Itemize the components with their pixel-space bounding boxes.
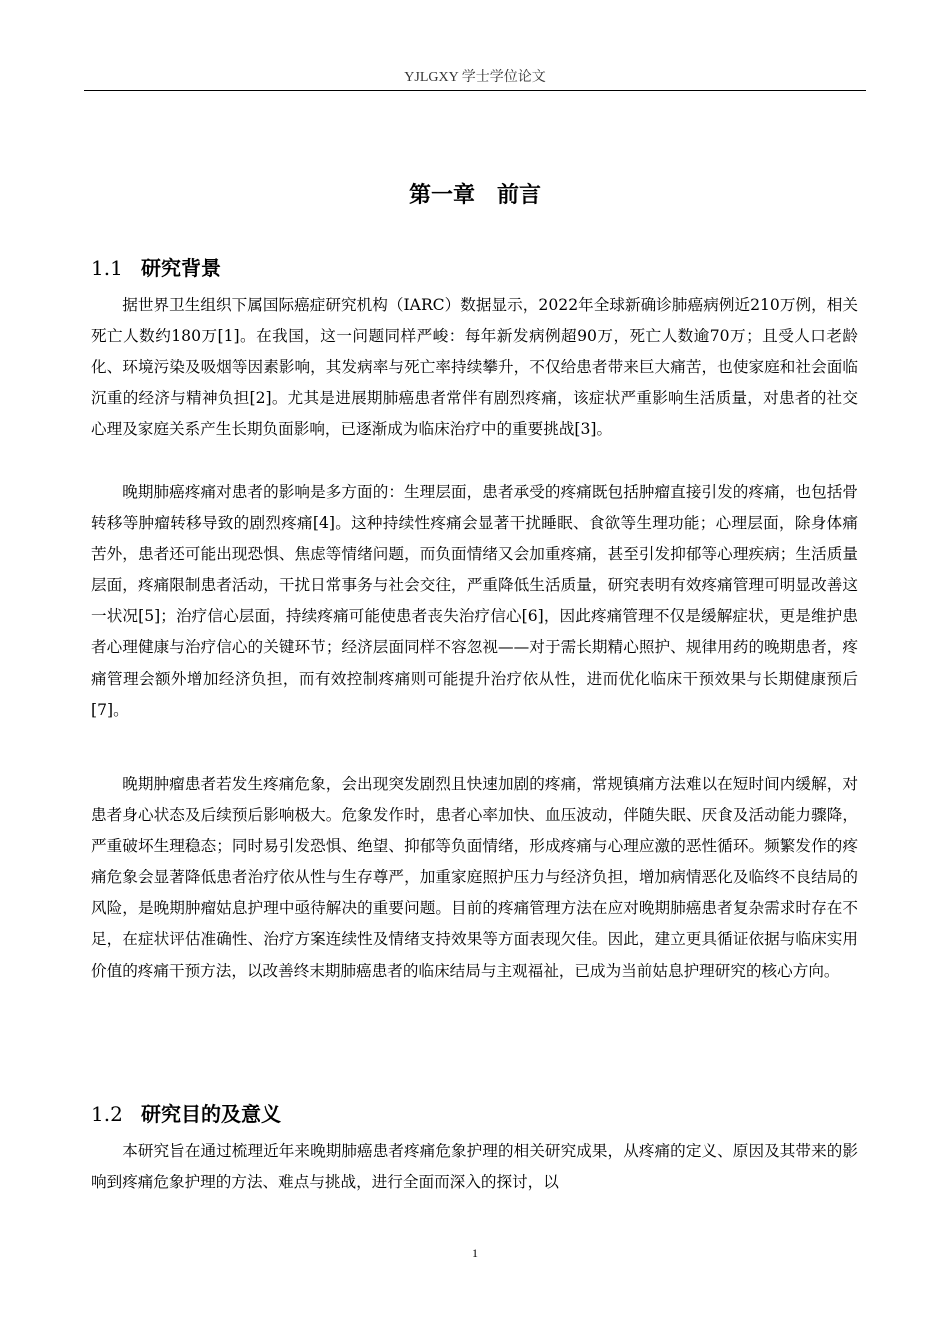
section-title: 研究背景 <box>141 256 221 280</box>
paragraph-purpose-1: 本研究旨在通过梳理近年来晚期肺癌患者疼痛危象护理的相关研究成果，从疼痛的定义、原因及其带来的影响到疼痛危象护理的方法、难点与挑战，进行全面而深入的探讨，以 <box>91 1142 858 1192</box>
section-number: 1.2 <box>91 1102 123 1126</box>
running-header: YJLGXY 学士学位论文 <box>404 70 546 85</box>
paragraph-background-3: 晚期肿瘤患者若发生疼痛危象，会出现突发剧烈且快速加剧的疼痛，常规镇痛方法难以在短时间内缓解，对患者身心状态及后续预后影响极大。危象发作时，患者心率加快、血压波动，伴随失眠、厌食及活动能力骤降，严重破坏生理稳态；同时易引发恐惧、绝望、抑郁等负面情绪，形成疼痛与心理应激的恶性循环。频繁发作的疼痛危象会显著降低患者治疗依从性与生存尊严，加重家庭照护压力与经济负担，增加病情恶化及临终不良结局的风险，是晚期肿瘤姑息护理中亟待解决的重要问题。目前的疼痛管理方法在应对晚期肺癌患者复杂需求时存在不足，在症状评估准确性、治疗方案连续性及情绪支持效果等方面表现欠佳。因此，建立更具循证依据与临床实用价值的疼痛干预方法，以改善终末期肺癌患者的临床结局与主观福祉，已成为当前姑息护理研究的核心方向。 <box>91 775 858 980</box>
paragraph-background-2: 晚期肺癌疼痛对患者的影响是多方面的：生理层面，患者承受的疼痛既包括肿瘤直接引发的疼痛，也包括骨转移等肿瘤转移导致的剧烈疼痛[4]。这种持续性疼痛会显著干扰睡眠、食欲等生理功能；心理层面，除身体痛苦外，患者还可能出现恐惧、焦虑等情绪问题，而负面情绪又会加重疼痛，甚至引发抑郁等心理疾病；生活质量层面，疼痛限制患者活动，干扰日常事务与社会交往，严重降低生活质量，研究表明有效疼痛管理可明显改善这一状况[5]；治疗信心层面，持续疼痛可能使患者丧失治疗信心[6]，因此疼痛管理不仅是缓解症状，更是维护患者心理健康与治疗信心的关键环节；经济层面同样不容忽视——对于需长期精心照护、规律用药的晚期患者，疼痛管理会额外增加经济负担，而有效控制疼痛则可能提升治疗依从性，进而优化临床干预效果与长期健康预后[7]。 <box>91 483 858 719</box>
page-number: 1 <box>472 1246 478 1260</box>
section-heading-1-1 <box>91 252 221 281</box>
paragraph-background-1: 据世界卫生组织下属国际癌症研究机构（IARC）数据显示，2022年全球新确诊肺癌病例近210万例，相关死亡人数约180万[1]。在我国，这一问题同样严峻：每年新发病例超90万，死亡人数逾70万；且受人口老龄化、环境污染及吸烟等因素影响，其发病率与死亡率持续攀升，不仅给患者带来巨大痛苦，也使家庭和社会面临沉重的经济与精神负担[2]。尤其是进展期肺癌患者常伴有剧烈疼痛，该症状严重影响生活质量，对患者的社交心理及家庭关系产生长期负面影响，已逐渐成为临床治疗中的重要挑战[3]。 <box>91 296 858 439</box>
header-rule <box>84 90 866 91</box>
chapter-title: 第一章 前言 <box>408 182 541 208</box>
section-title: 研究目的及意义 <box>141 1102 281 1126</box>
section-number: 1.1 <box>91 256 123 280</box>
section-heading-1-2 <box>91 1098 281 1127</box>
